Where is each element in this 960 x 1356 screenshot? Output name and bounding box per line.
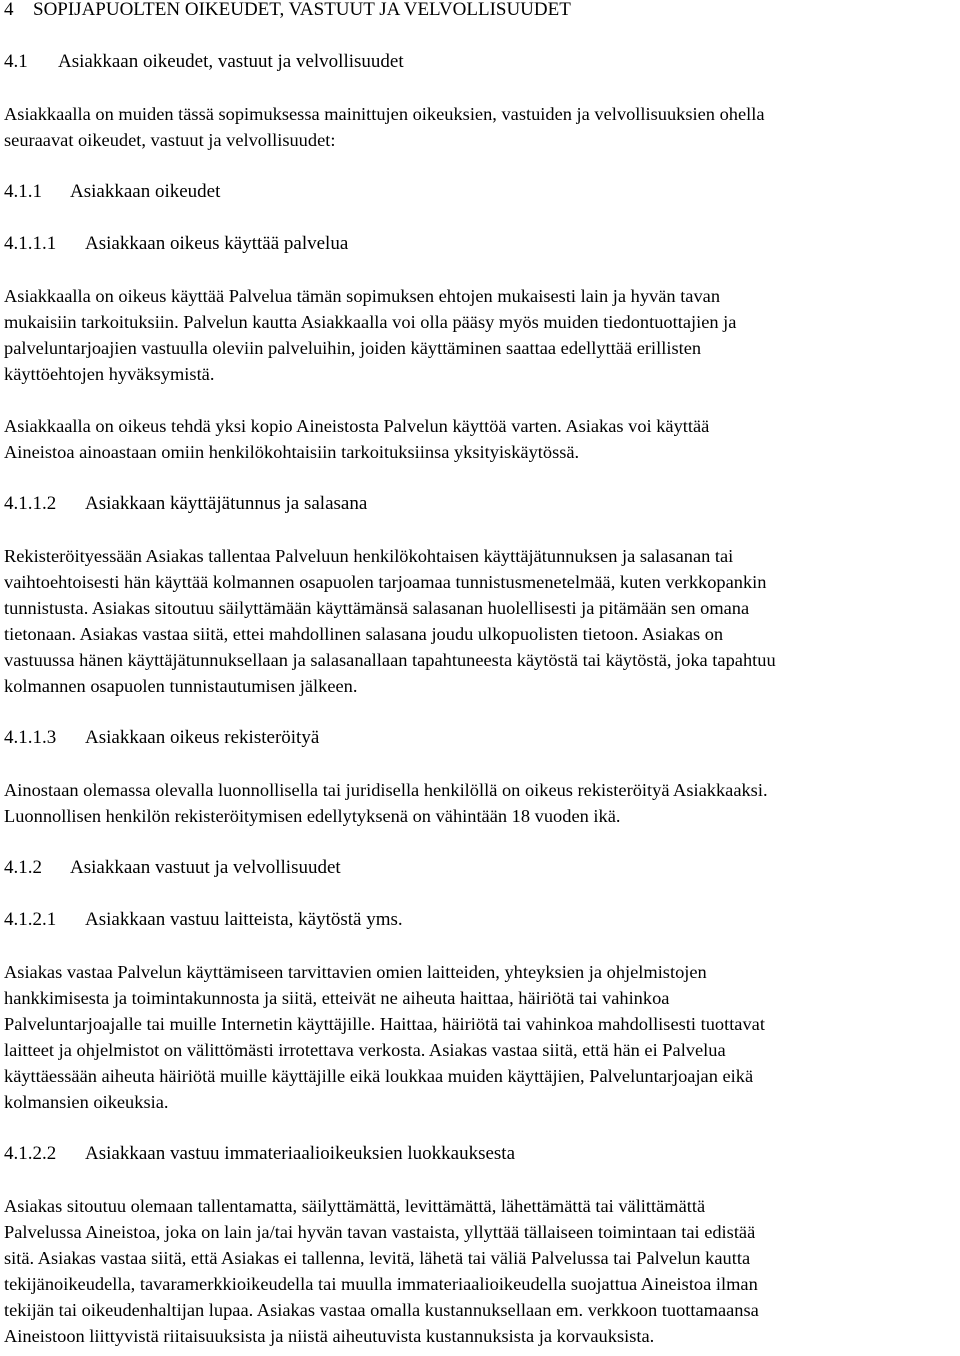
section-title: Asiakkaan oikeudet — [70, 181, 221, 202]
text-line: Ainostaan olemassa olevalla luonnollisella tai juridisella henkilöllä on oikeus rekisteröityä Asiakkaaksi. — [4, 780, 768, 800]
paragraph-4-1-1-3 — [4, 777, 952, 829]
section-title: Asiakkaan käyttäjätunnus ja salasana — [85, 493, 368, 514]
text-line: laitteet ja ohjelmistot on välittömästi irrotettava verkosta. Asiakas vastaa siitä, että hän ei Palvelua — [4, 1040, 726, 1060]
text-line: tekijänoikeudella, tavaramerkkioikeudella tai muulla immateriaalioikeudella suojattua Aineistoa ilman — [4, 1274, 758, 1294]
text-line: seuraavat oikeudet, vastuut ja velvollisuudet: — [4, 130, 336, 150]
text-line: sitä. Asiakas vastaa siitä, että Asiakas ei tallenna, levitä, lähetä tai väliä Palvelussa tai Palvelun kautta — [4, 1248, 751, 1268]
section-number: 4.1.2.1 — [4, 909, 57, 930]
text-line: käyttöehtojen hyväksymistä. — [4, 364, 215, 384]
paragraph-intro — [4, 101, 952, 153]
text-line: Asiakas sitoutuu olemaan tallentamatta, säilyttämättä, levittämättä, lähettämättä tai välittämättä — [4, 1196, 706, 1216]
section-number: 4 — [4, 0, 14, 20]
section-heading-4-1-2-2 — [4, 1141, 952, 1167]
section-title: Asiakkaan vastuut ja velvollisuudet — [70, 857, 341, 878]
paragraph-4-1-2-1 — [4, 959, 952, 1115]
section-heading-4-1-1-1 — [4, 231, 952, 257]
section-title: Asiakkaan oikeudet, vastuut ja velvollisuudet — [58, 51, 404, 72]
text-line: Rekisteröityessään Asiakas tallentaa Palveluun henkilökohtaisen käyttäjätunnuksen ja salasanan tai — [4, 546, 734, 566]
text-line: käyttäessään aiheuta häiriötä muille käyttäjille eikä loukkaa muiden käyttäjien, Palveluntarjoajan eikä — [4, 1066, 754, 1086]
paragraph-4-1-1-2 — [4, 543, 952, 699]
text-line: Asiakkaalla on muiden tässä sopimuksessa mainittujen oikeuksien, vastuiden ja velvollisuuksien ohella — [4, 104, 765, 124]
section-number: 4.1.1.1 — [4, 233, 57, 254]
document-page — [4, 0, 952, 1349]
section-title: Asiakkaan oikeus rekisteröityä — [85, 727, 320, 748]
text-line: Luonnollisen henkilön rekisteröitymisen edellytyksenä on vähintään 18 vuoden ikä. — [4, 806, 621, 826]
text-line: Palveluntarjoajalle tai muille Internetin käyttäjille. Haittaa, häiriötä tai vahinkoa mahdollisesti tuottavat — [4, 1014, 765, 1034]
section-number: 4.1.2.2 — [4, 1143, 57, 1164]
section-heading-4-1-2-1 — [4, 907, 952, 933]
section-heading-4-1 — [4, 49, 952, 75]
text-line: kolmannen osapuolen tunnistautumisen jälkeen. — [4, 676, 358, 696]
text-line: tunnistusta. Asiakas sitoutuu säilyttämään käyttämänsä salasanan huolellisesti ja pitämään sen omana — [4, 598, 750, 618]
section-number: 4.1 — [4, 51, 28, 72]
paragraph-4-1-1-1-a — [4, 283, 952, 387]
text-line: hankkimisesta ja toimintakunnosta ja siitä, etteivät ne aiheuta haittaa, häiriötä tai vahinkoa — [4, 988, 670, 1008]
text-line: Asiakkaalla on oikeus tehdä yksi kopio Aineistosta Palvelun käyttöä varten. Asiakas voi käyttää — [4, 416, 710, 436]
paragraph-4-1-2-2 — [4, 1193, 952, 1349]
text-line: Aineistoon liittyvistä riitaisuuksista ja niistä aiheutuvista kustannuksista ja korvauksista. — [4, 1326, 655, 1346]
section-heading-4-1-1-2 — [4, 491, 952, 517]
section-title: Asiakkaan vastuu laitteista, käytöstä yms. — [85, 909, 403, 930]
section-number: 4.1.1.3 — [4, 727, 57, 748]
text-line: Aineistoa ainoastaan omiin henkilökohtaisiin tarkoituksiinsa yksityiskäytössä. — [4, 442, 580, 462]
section-number: 4.1.1 — [4, 181, 42, 202]
text-line: tekijän tai oikeudenhaltijan lupaa. Asiakas vastaa omalla kustannuksellaan em. verkkoon tuottamaansa — [4, 1300, 759, 1320]
paragraph-4-1-1-1-b — [4, 413, 952, 465]
section-number: 4.1.1.2 — [4, 493, 57, 514]
section-heading-4 — [4, 0, 952, 23]
section-title: Asiakkaan vastuu immateriaalioikeuksien luokkauksesta — [85, 1143, 516, 1164]
text-line: mukaisiin tarkoituksiin. Palvelun kautta Asiakkaalla voi olla pääsy myös muiden tiedontuottajien ja — [4, 312, 737, 332]
text-line: Asiakas vastaa Palvelun käyttämiseen tarvittavien omien laitteiden, yhteyksien ja ohjelmistojen — [4, 962, 707, 982]
text-line: palveluntarjoajien vastuulla oleviin palveluihin, joiden käyttäminen saattaa edellyttää erillisten — [4, 338, 702, 358]
text-line: kolmansien oikeuksia. — [4, 1092, 169, 1112]
section-heading-4-1-1 — [4, 179, 952, 205]
section-number: 4.1.2 — [4, 857, 42, 878]
text-line: vastuussa hänen käyttäjätunnuksellaan ja salasanallaan tapahtuneesta käytöstä tai käytöstä, joka tapahtuu — [4, 650, 776, 670]
text-line: tietonaan. Asiakas vastaa siitä, ettei mahdollinen salasana joudu ulkopuolisten tietoon. Asiakas on — [4, 624, 724, 644]
text-line: vaihtoehtoisesti hän käyttää kolmannen osapuolen tarjoamaa tunnistusmenetelmää, kuten verkkopankin — [4, 572, 767, 592]
text-line: Asiakkaalla on oikeus käyttää Palvelua tämän sopimuksen ehtojen mukaisesti lain ja hyvän tavan — [4, 286, 721, 306]
section-heading-4-1-2 — [4, 855, 952, 881]
section-heading-4-1-1-3 — [4, 725, 952, 751]
section-title: Asiakkaan oikeus käyttää palvelua — [85, 233, 349, 254]
section-title: SOPIJAPUOLTEN OIKEUDET, VASTUUT JA VELVOLLISUUDET — [33, 0, 571, 20]
text-line: Palvelussa Aineistoa, joka on lain ja/tai hyvän tavan vastaista, yllyttää tällaiseen toimintaan tai edistää — [4, 1222, 756, 1242]
